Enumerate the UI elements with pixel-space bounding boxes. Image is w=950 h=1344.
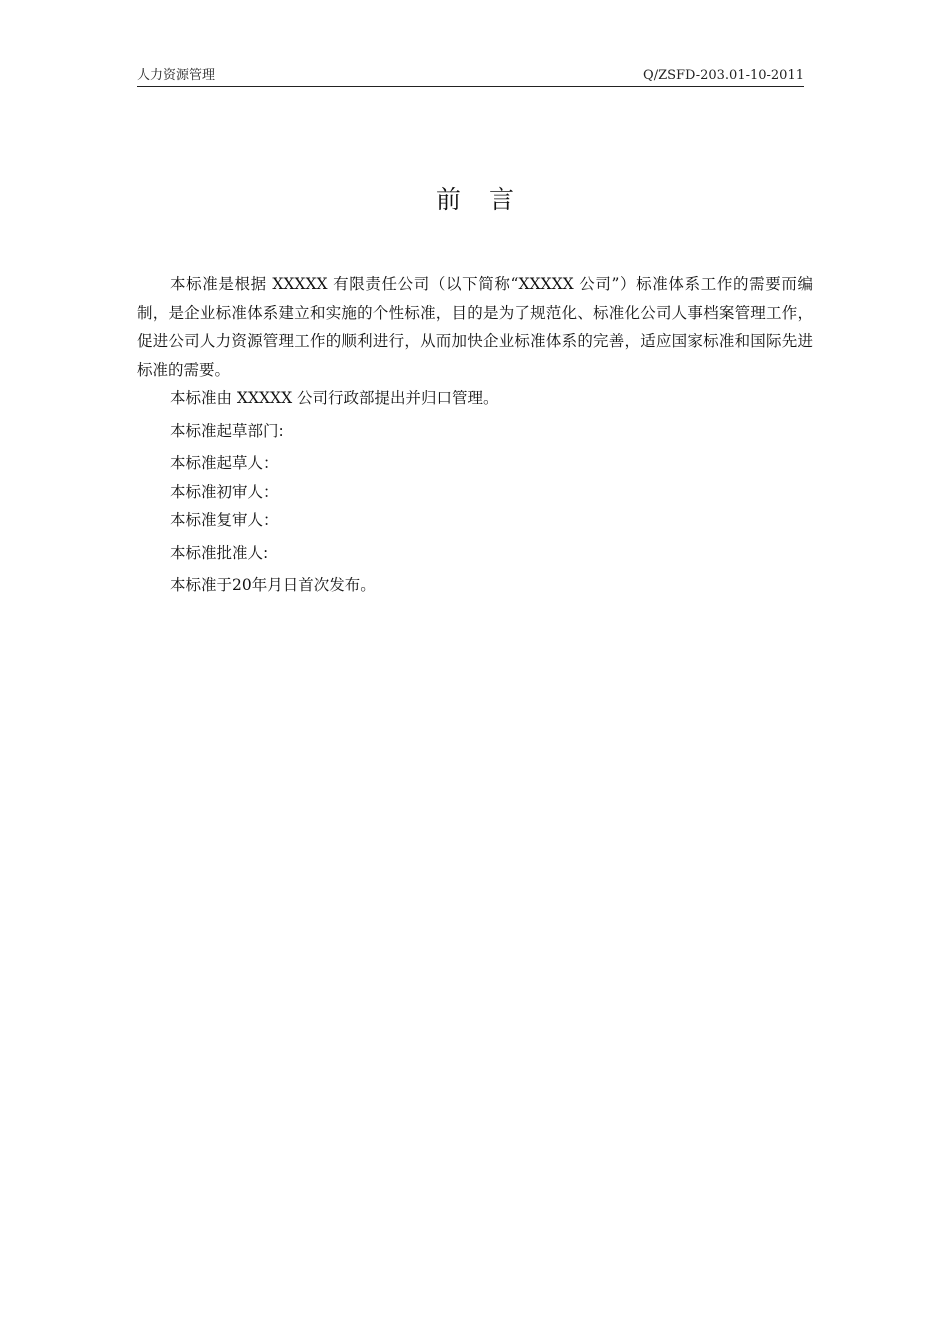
drafter-field: 本标准起草人： (170, 454, 279, 472)
document-body (137, 270, 813, 600)
proposer-suffix: 行政部提出并归口管理。 (328, 389, 499, 407)
approver-field: 本标准批准人: (170, 543, 269, 562)
proposer-company: 公司 (297, 389, 329, 407)
intro-paragraph: 本标准是根据 XXXXX 有限责任公司（以下简称“XXXXX 公司”）标准体系工作的需要而编制，是企业标准体系建立和实施的个性标准，目的是为了规范化、标准化公司人事档案管理工作，促进公司人力资源管理工作的顺利进行，从而加快企业标准体系的完善，适应国家标准和国际先进标准的需要。 (137, 275, 813, 379)
page-header (137, 66, 804, 87)
second-reviewer-field: 本标准复审人： (170, 511, 279, 529)
header-department: 人力资源管理 (137, 68, 216, 83)
release-line (137, 571, 813, 600)
release-prefix: 本标准于 (170, 576, 233, 594)
release-year: 20 (232, 576, 252, 594)
header-document-code: Q/ZSFD-203.01-10-2011 (643, 68, 804, 83)
proposer-prefix: 本标准由 XXXXX (170, 389, 298, 407)
initial-reviewer-field: 本标准初审人： (170, 482, 279, 501)
page-title: 前言 (435, 185, 542, 214)
proposer-line (137, 384, 813, 413)
release-suffix: 年月日首次发布。 (251, 576, 376, 594)
drafting-department-field: 本标准起草部门: (170, 421, 284, 440)
